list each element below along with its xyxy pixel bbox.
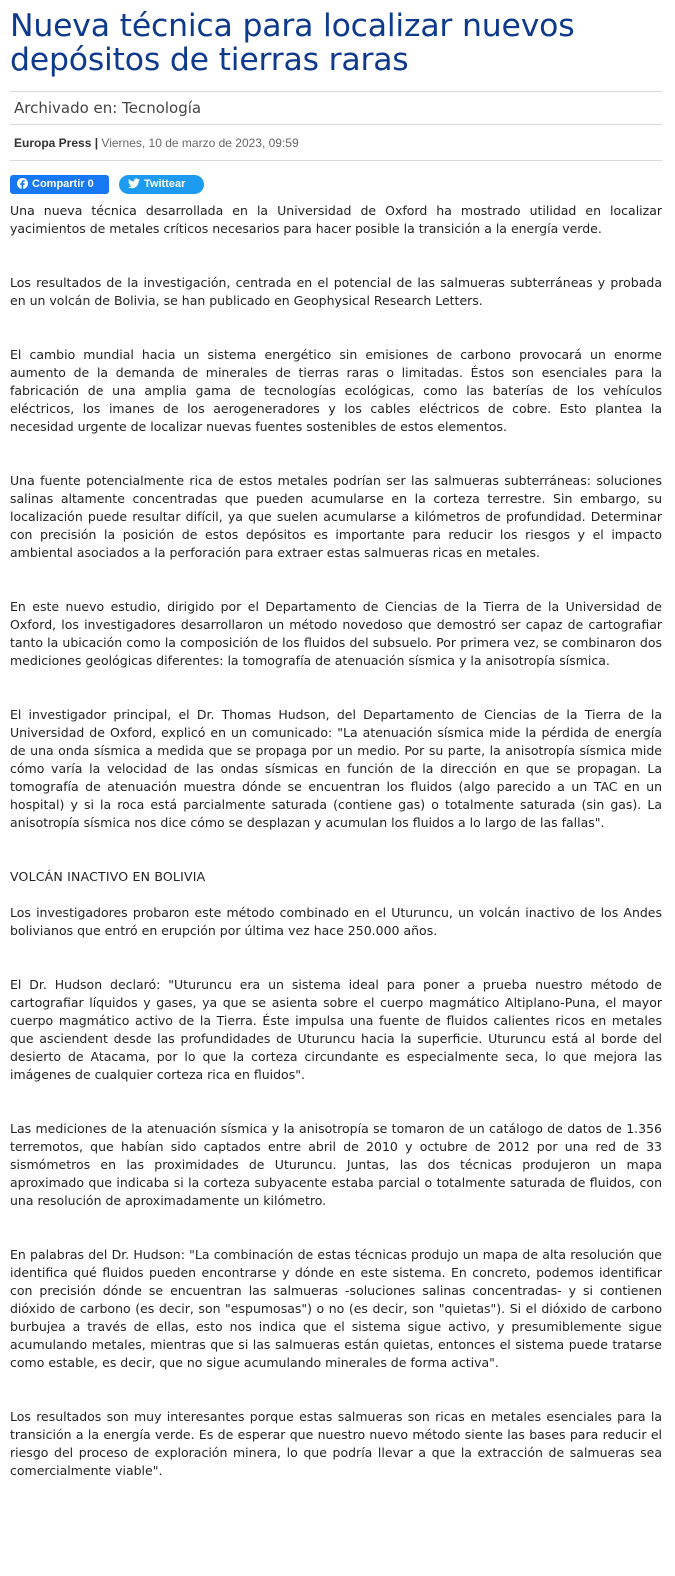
paragraph: En este nuevo estudio, dirigido por el Departamento de Ciencias de la Tierra de la Universidad de Oxford, los investigadores desarrollaron un método novedoso que demostró ser capaz de cartografiar tanto la ubicación como la composición de los fluidos del subsuelo. Por primera vez, se combinaron dos mediciones geológicas diferentes: la tomografía de atenuación sísmica y la anisotropía sísmica. bbox=[10, 599, 662, 668]
twitter-share-label: Twittear bbox=[144, 178, 186, 190]
facebook-icon bbox=[17, 178, 28, 189]
paragraph: El investigador principal, el Dr. Thomas Hudson, del Departamento de Ciencias de la Tierra de la Universidad de Oxford, explicó en un comunicado: "La atenuación sísmica mide la pérdida de energía de una onda sísmica a medida que se propaga por un medio. Por su parte, la anisotropía sísmica mide cómo varía la velocidad de las ondas sísmicas en función de la dirección en que se propagan. La tomografía de atenuación muestra dónde se encuentran los fluidos (algo parecido a un TAC en un hospital) y si la roca está parcialmente saturada (contiene gas) o totalmente saturada (sin gas). La anisotropía sísmica nos dice cómo se desplazan y acumulan los fluidos a lo largo de las fallas". bbox=[10, 707, 662, 830]
paragraph: Los resultados son muy interesantes porque estas salmueras son ricas en metales esenciales para la transición a la energía verde. Es de esperar que nuestro nuevo método siente las bases para reducir el riesgo del proceso de exploración minera, lo que podría llevar a que la extracción de salmueras sea comercialmente viable". bbox=[10, 1409, 662, 1478]
facebook-share-button[interactable] bbox=[10, 175, 109, 194]
paragraph: En palabras del Dr. Hudson: "La combinación de estas técnicas produjo un mapa de alta resolución que identifica qué fluidos pueden encontrarse y dónde en este sistema. En concreto, podemos identificar con precisión dónde se encuentran las salmueras -soluciones salinas concentradas- y si contienen dióxido de carbono (es decir, son "espumosas") o no (es decir, son "quietas"). Si el dióxido de carbono burbujea a través de ellas, esto nos indica que el sistema sigue activo, y presumiblemente sigue acumulando metales, mientras que si las salmueras están quietas, entonces el sistema puede tratarse como estable, es decir, que no sigue acumulando minerales de forma activa". bbox=[10, 1247, 662, 1370]
facebook-share-label: Compartir 0 bbox=[32, 178, 94, 190]
article-meta bbox=[10, 91, 662, 161]
paragraph: El Dr. Hudson declaró: "Uturuncu era un sistema ideal para poner a prueba nuestro método de cartografiar líquidos y gases, ya que se asienta sobre el cuerpo magmático Altiplano-Puna, el mayor cuerpo magmático activo de la Tierra. Éste impulsa una fuente de fluidos calientes ricos en metales que asciendent desde las profundidades de Uturuncu hacia la superficie. Uturuncu está al borde del desierto de Atacama, por lo que la corteza circundante es especialmente seca, lo que mejora las imágenes de cualquier corteza rica en fluidos". bbox=[10, 977, 662, 1082]
article-container bbox=[10, 0, 662, 1516]
paragraph: Una nueva técnica desarrollada en la Universidad de Oxford ha mostrado utilidad en localizar yacimientos de metales críticos necesarios para hacer posible la transición a la energía verde. bbox=[10, 203, 662, 236]
section-subheading: VOLCÁN INACTIVO EN BOLIVIA bbox=[10, 869, 206, 884]
byline-date: Viernes, 10 de marzo de 2023, 09:59 bbox=[101, 136, 299, 150]
paragraph: El cambio mundial hacia un sistema energético sin emisiones de carbono provocará un enorme aumento de la demanda de minerales de tierras raras o limitadas. Éstos son esenciales para la fabricación de una amplia gama de tecnologías ecológicas, como las baterías de los vehículos eléctricos, los imanes de los aerogeneradores y los cables eléctricos de cobre. Esto plantea la necesidad urgente de localizar nuevas fuentes sostenibles de estos elementos. bbox=[10, 347, 662, 434]
twitter-bird-icon bbox=[128, 178, 140, 189]
archived-label: Archivado en: Tecnología bbox=[10, 92, 662, 125]
byline-source: Europa Press | bbox=[14, 136, 99, 150]
byline bbox=[10, 125, 662, 161]
paragraph: Una fuente potencialmente rica de estos metales podrían ser las salmueras subterráneas: soluciones salinas altamente concentradas que pueden acumularse en la corteza terrestre. Sin embargo, su localización puede resultar difícil, ya que suelen acumularse a kilómetros de profundidad. Determinar con precisión la posición de estos depósitos es importante para reducir los riesgos y el impacto ambiental asociados a la perforación para extraer estas salmueras ricas en metales. bbox=[10, 473, 662, 560]
article-body bbox=[10, 202, 662, 1480]
paragraph: Los investigadores probaron este método combinado en el Uturuncu, un volcán inactivo de los Andes bolivianos que entró en erupción por última vez hace 250.000 años. bbox=[10, 905, 662, 938]
paragraph: Las mediciones de la atenuación sísmica y la anisotropía se tomaron de un catálogo de datos de 1.356 terremotos, que habían sido captados entre abril de 2010 y octubre de 2012 por una red de 33 sismómetros en las proximidades de Uturuncu. Juntas, las dos técnicas produjeron un mapa aproximado que indicaba si la corteza subyacente estaba parcial o totalmente saturada de fluidos, con una resolución de aproximadamente un kilómetro. bbox=[10, 1121, 662, 1208]
twitter-share-button[interactable] bbox=[119, 175, 204, 194]
paragraph: Los resultados de la investigación, centrada en el potencial de las salmueras subterráneas y probada en un volcán de Bolivia, se han publicado en Geophysical Research Letters. bbox=[10, 275, 662, 308]
share-bar bbox=[10, 175, 662, 195]
page-title: Nueva técnica para localizar nuevos depósitos de tierras raras bbox=[10, 8, 575, 78]
